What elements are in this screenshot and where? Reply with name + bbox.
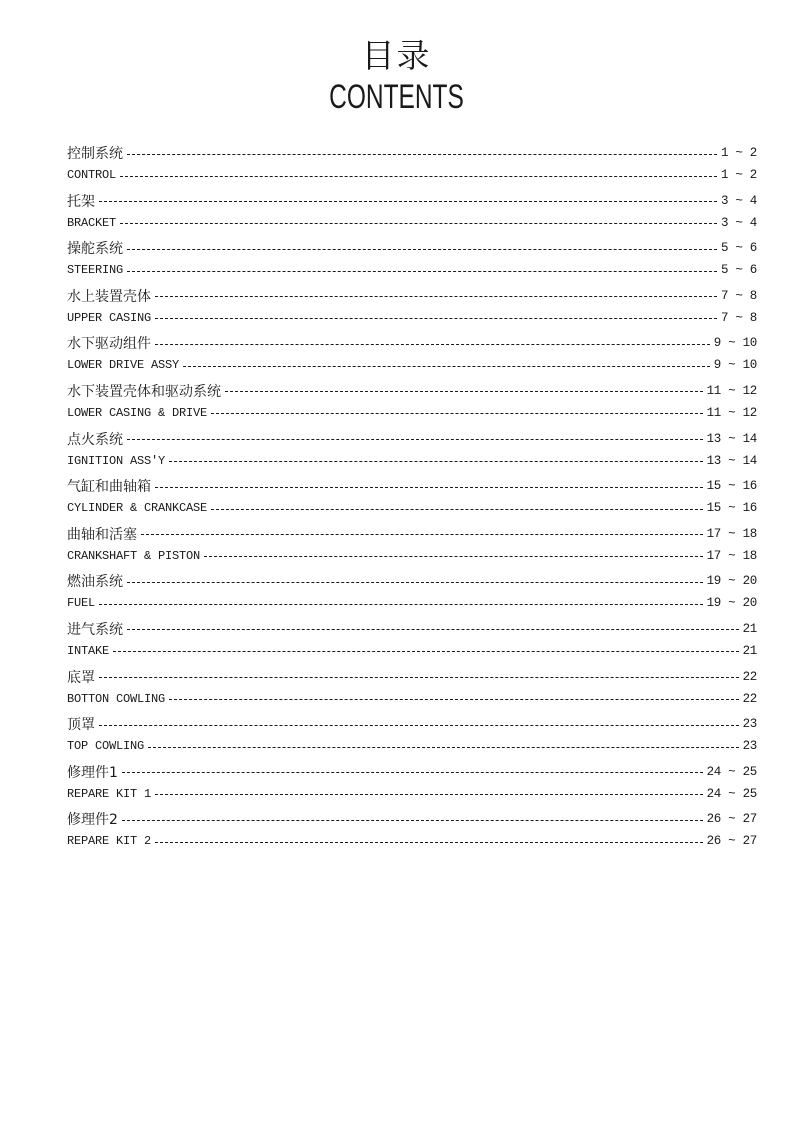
leader-dashes — [120, 223, 717, 224]
toc-label: 控制系统 — [67, 146, 123, 162]
leader-dashes — [204, 556, 703, 557]
toc-label: 水上装置壳体 — [67, 288, 151, 305]
toc-label: CYLINDER & CRANKCASE — [67, 501, 208, 516]
toc-entry — [67, 808, 757, 856]
toc-label: 气缸和曲轴箱 — [67, 479, 151, 496]
toc-page-range: 3 ~ 4 — [720, 215, 757, 230]
toc-entry — [67, 380, 757, 428]
toc-entry — [67, 523, 757, 571]
toc-page-range: 7 ~ 8 — [720, 310, 757, 325]
leader-dashes — [122, 820, 703, 821]
toc-page-range: 22 — [742, 669, 757, 684]
toc-line-english — [67, 688, 757, 710]
toc-entry — [67, 285, 757, 333]
toc-line-chinese — [67, 428, 757, 450]
toc-line-chinese — [67, 808, 757, 830]
toc-page-range: 19 ~ 20 — [706, 596, 757, 611]
toc-page-range: 5 ~ 6 — [720, 263, 757, 278]
toc-line-chinese — [67, 285, 757, 307]
toc-line-chinese — [67, 332, 757, 354]
toc-label: 修理件1 — [67, 764, 118, 781]
toc-page-range: 11 ~ 12 — [706, 383, 757, 398]
toc-page-range: 17 ~ 18 — [706, 526, 757, 541]
leader-dashes — [155, 842, 703, 843]
toc-page-range: 26 ~ 27 — [706, 834, 757, 849]
toc-label: TOP COWLING — [67, 739, 145, 754]
toc-entry — [67, 142, 757, 190]
toc-line-english — [67, 783, 757, 805]
page-title-chinese: 目录 — [361, 36, 432, 75]
toc-label: LOWER CASING & DRIVE — [67, 405, 208, 420]
toc-page-range: 1 ~ 2 — [720, 168, 757, 182]
leader-dashes — [155, 318, 717, 319]
toc-line-chinese — [67, 666, 757, 688]
leader-dashes — [169, 699, 739, 700]
toc-page-range: 23 — [742, 739, 757, 754]
page-title-english: CONTENTS — [329, 78, 464, 116]
toc-entry — [67, 618, 757, 666]
leader-dashes — [169, 461, 703, 462]
toc-entry — [67, 428, 757, 476]
leader-dashes — [120, 176, 717, 177]
toc-page-range: 13 ~ 14 — [706, 431, 757, 446]
toc-line-chinese — [67, 523, 757, 545]
toc-line-english — [67, 592, 757, 614]
toc-line-english — [67, 212, 757, 234]
leader-dashes — [127, 154, 717, 155]
leader-dashes — [127, 629, 739, 630]
toc-label: STEERING — [67, 263, 124, 278]
toc-page-range: 17 ~ 18 — [706, 548, 757, 563]
toc-page-range: 11 ~ 12 — [706, 405, 757, 420]
toc-page-range: 23 — [742, 717, 757, 732]
toc-label: 燃油系统 — [67, 574, 123, 591]
toc-page-range: 24 ~ 25 — [706, 764, 757, 779]
leader-dashes — [127, 439, 703, 440]
leader-dashes — [211, 413, 703, 414]
toc-page-range: 7 ~ 8 — [720, 288, 757, 303]
table-of-contents — [67, 142, 757, 856]
toc-line-english — [67, 735, 757, 757]
leader-dashes — [155, 794, 703, 795]
toc-line-chinese — [67, 190, 757, 212]
toc-line-english — [67, 164, 757, 186]
toc-line-chinese — [67, 761, 757, 783]
toc-page-range: 9 ~ 10 — [713, 358, 757, 373]
toc-page-range: 21 — [742, 621, 757, 636]
toc-label: 底罩 — [67, 669, 95, 686]
toc-page-range: 15 ~ 16 — [706, 479, 757, 494]
toc-entry — [67, 190, 757, 238]
toc-entry — [67, 713, 757, 761]
toc-entry — [67, 570, 757, 618]
toc-line-english — [67, 307, 757, 329]
toc-label: IGNITION ASS'Y — [67, 453, 166, 468]
toc-page-range: 24 ~ 25 — [706, 786, 757, 801]
toc-page-range: 26 ~ 27 — [706, 812, 757, 827]
toc-page-range: 21 — [742, 643, 757, 658]
toc-label: 进气系统 — [67, 621, 123, 638]
leader-dashes — [113, 651, 739, 652]
toc-line-chinese — [67, 475, 757, 497]
toc-page-range: 1 ~ 2 — [720, 146, 757, 160]
leader-dashes — [148, 747, 739, 748]
toc-label: INTAKE — [67, 643, 110, 658]
toc-line-chinese — [67, 618, 757, 640]
leader-dashes — [99, 604, 703, 605]
toc-label: 顶罩 — [67, 717, 95, 734]
toc-page-range: 5 ~ 6 — [720, 241, 757, 256]
toc-label: 水下驱动组件 — [67, 336, 151, 353]
toc-label: BRACKET — [67, 215, 117, 230]
toc-label: 曲轴和活塞 — [67, 526, 137, 543]
toc-page-range: 19 ~ 20 — [706, 574, 757, 589]
leader-dashes — [127, 271, 717, 272]
toc-entry — [67, 332, 757, 380]
leader-dashes — [225, 391, 703, 392]
toc-line-english — [67, 402, 757, 424]
leader-dashes — [155, 344, 710, 345]
toc-label: BOTTON COWLING — [67, 691, 166, 706]
toc-label: 水下装置壳体和驱动系统 — [67, 383, 221, 400]
leader-dashes — [183, 366, 710, 367]
toc-page-range: 22 — [742, 691, 757, 706]
toc-label: FUEL — [67, 596, 96, 611]
toc-entry — [67, 666, 757, 714]
toc-label: LOWER DRIVE ASSY — [67, 358, 180, 373]
toc-label: REPARE KIT 2 — [67, 834, 152, 849]
toc-label: UPPER CASING — [67, 310, 152, 325]
toc-entry — [67, 475, 757, 523]
toc-label: 点火系统 — [67, 431, 123, 448]
toc-line-chinese — [67, 570, 757, 592]
toc-page-range: 9 ~ 10 — [713, 336, 757, 351]
leader-dashes — [127, 249, 717, 250]
leader-dashes — [155, 487, 703, 488]
toc-page-range: 15 ~ 16 — [706, 501, 757, 516]
toc-line-english — [67, 545, 757, 567]
toc-label: 修理件2 — [67, 812, 118, 829]
toc-line-chinese — [67, 713, 757, 735]
toc-line-english — [67, 259, 757, 281]
toc-line-english — [67, 497, 757, 519]
toc-entry — [67, 237, 757, 285]
toc-label: CRANKSHAFT & PISTON — [67, 548, 201, 563]
leader-dashes — [99, 677, 739, 678]
toc-line-chinese — [67, 142, 757, 164]
toc-line-chinese — [67, 237, 757, 259]
toc-label: 托架 — [67, 193, 95, 210]
toc-entry — [67, 761, 757, 809]
page-header — [0, 36, 793, 116]
toc-line-english — [67, 354, 757, 376]
toc-line-english — [67, 450, 757, 472]
toc-line-chinese — [67, 380, 757, 402]
leader-dashes — [141, 534, 703, 535]
toc-page-range: 3 ~ 4 — [720, 193, 757, 208]
toc-line-english — [67, 640, 757, 662]
leader-dashes — [211, 509, 703, 510]
leader-dashes — [122, 772, 703, 773]
toc-label: REPARE KIT 1 — [67, 786, 152, 801]
toc-line-english — [67, 830, 757, 852]
leader-dashes — [99, 725, 739, 726]
toc-label: CONTROL — [67, 168, 117, 182]
toc-page-range: 13 ~ 14 — [706, 453, 757, 468]
toc-label: 操舵系统 — [67, 241, 123, 258]
leader-dashes — [127, 582, 703, 583]
leader-dashes — [99, 201, 717, 202]
leader-dashes — [155, 296, 717, 297]
